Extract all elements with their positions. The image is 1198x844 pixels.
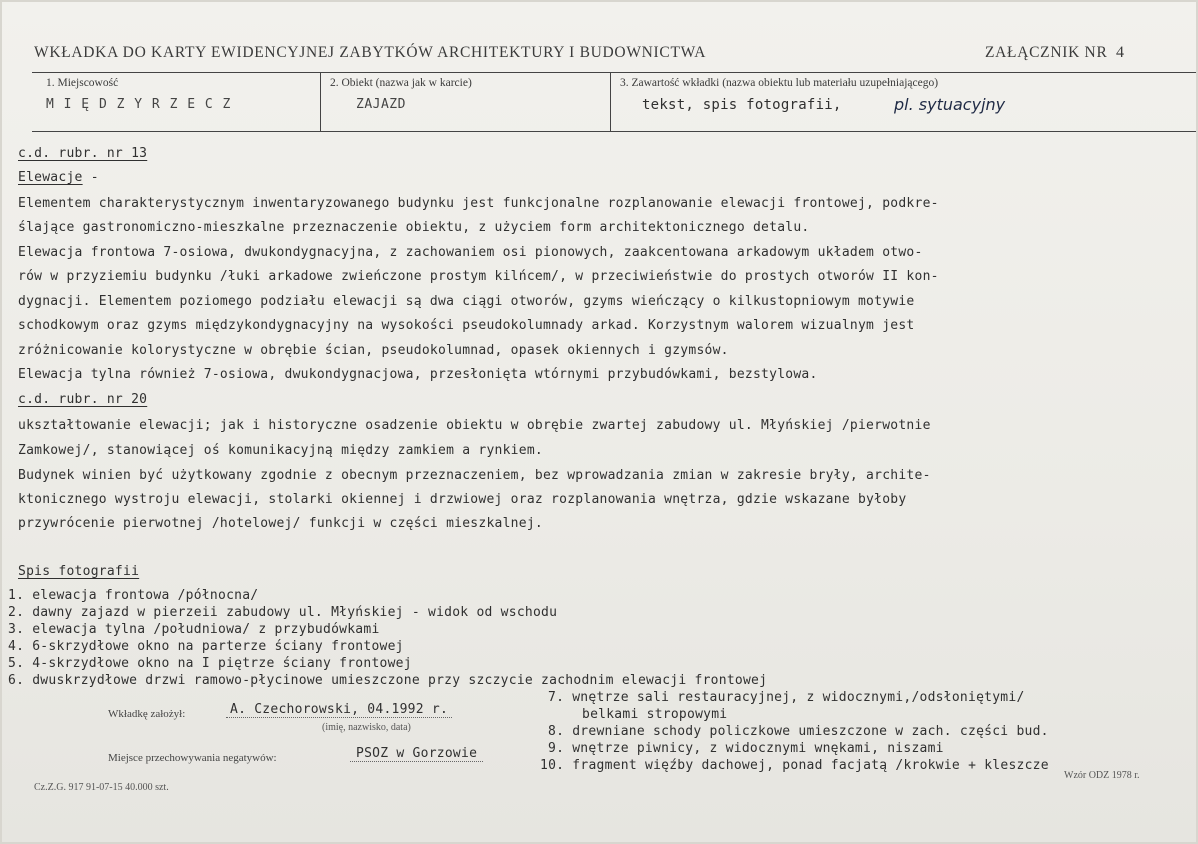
fields-box (32, 72, 1196, 132)
paragraph-line: ślające gastronomiczno-mieszkalne przeznaczenie obiektu, z użyciem form architektonicznego detalu. (18, 220, 810, 235)
elevations-heading-line (18, 170, 99, 185)
negatives-label: Miejsce przechowywania negatywów: (108, 752, 277, 764)
print-code: Cz.Z.G. 917 91-07-15 40.000 szt. (34, 782, 169, 793)
paragraph-line: przywrócenie pierwotnej /hotelowej/ funkcji w części mieszkalnej. (18, 516, 543, 531)
rubric-20-heading: c.d. rubr. nr 20 (18, 392, 148, 407)
paragraph-line: dygnacji. Elementem poziomego podziału elewacji są dwa ciągi otworów, gzyms wieńczący o kilkustopniowym motywie (18, 294, 915, 309)
paragraph-line: Budynek winien być użytkowany zgodnie z obecnym przeznaczeniem, bez wprowadzania zmian w zakresie bryły, archite- (18, 468, 931, 483)
photo-item: 3. elewacja tylna /południowa/ z przybudówkami (8, 622, 380, 637)
photo-item: 1. elewacja frontowa /północna/ (8, 588, 259, 603)
prepared-label: Wkładkę założył: (108, 708, 186, 720)
photo-item: 5. 4-skrzydłowe okno na I piętrze ściany frontowej (8, 656, 412, 671)
photo-item: 7. wnętrze sali restauracyjnej, z widocznymi,/odsłoniętymi/ (548, 690, 1025, 705)
photo-item: 6. dwuskrzydłowe drzwi ramowo-płycinowe umieszczone przy szczycie zachodnim elewacji frontowej (8, 673, 768, 688)
negatives-value: PSOZ w Gorzowie (350, 746, 483, 762)
form-code: Wzór ODZ 1978 r. (1064, 770, 1140, 781)
annex-label: ZAŁĄCZNIK NR (985, 44, 1108, 61)
prepared-value: A. Czechorowski, 04.1992 r. (226, 702, 452, 718)
photo-item: belkami stropowymi (582, 707, 728, 722)
paragraph-line: ukształtowanie elewacji; jak i historyczne osadzenie obiektu w obrębie zwartej zabudowy ul. Młyńskiej /pierwotnie (18, 418, 931, 433)
paragraph-line: Elewacja frontowa 7-osiowa, dwukondygnacyjna, z zachowaniem osi pionowych, zaakcentowana arkadowym układem otwo- (18, 245, 923, 260)
photo-item: 2. dawny zajazd w pierzeii zabudowy ul. Młyńskiej - widok od wschodu (8, 605, 558, 620)
paragraph-line: schodkowym oraz gzyms międzykondygnacyjny na wysokości pseudokolumnady arkad. Korzystnym walorem wizualnym jest (18, 318, 915, 333)
photo-item: 8. drewniane schody policzkowe umieszczone w zach. części bud. (548, 724, 1049, 739)
form-title: WKŁADKA DO KARTY EWIDENCYJNEJ ZABYTKÓW ARCHITEKTURY I BUDOWNICTWA (34, 44, 707, 61)
object-value: ZAJAZD (356, 97, 406, 112)
field-divider (610, 73, 611, 131)
annex-number: 4 (1116, 44, 1124, 61)
elevations-dash: - (90, 170, 99, 185)
photo-item: 9. wnętrze piwnicy, z widocznymi wnękami, niszami (548, 741, 944, 756)
field-divider (320, 73, 321, 131)
paragraph-line: ktonicznego wystroju elewacji, stolarki okiennej i drzwiowej oraz rozplanowania wnętrza, gdzie wskazane byłoby (18, 492, 907, 507)
paragraph-line: Elewacja tylna również 7-osiowa, dwukondygnacjowa, przesłonięta wtórnymi przybudówkami, bezstylowa. (18, 367, 818, 382)
elevations-heading: Elewacje (18, 170, 83, 185)
locality-value: M I Ę D Z Y R Z E C Z (46, 97, 232, 112)
photo-item: 4. 6-skrzydłowe okno na parterze ściany frontowej (8, 639, 404, 654)
paragraph-line: Zamkowej/, stanowiącej oś komunikacyjną między zamkiem a rynkiem. (18, 443, 543, 458)
paragraph-line: Elementem charakterystycznym inwentaryzowanego budynku jest funkcjonalne rozplanowanie elewacji frontowej, podkre- (18, 196, 939, 211)
photo-item: 10. fragment więźby dachowej, ponad facjatą /krokwie + kleszcze (540, 758, 1049, 773)
photos-heading: Spis fotografii (18, 564, 140, 579)
object-label: 2. Obiekt (nazwa jak w karcie) (330, 77, 472, 89)
paragraph-line: zróżnicowanie kolorystyczne w obrębie ścian, pseudokolumnad, opasek okiennych i gzymsów. (18, 343, 729, 358)
prepared-caption: (imię, nazwisko, data) (322, 722, 411, 733)
content-handwritten: pl. sytuacyjny (894, 95, 1006, 114)
content-label: 3. Zawartość wkładki (nazwa obiektu lub materiału uzupełniającego) (620, 77, 939, 89)
rubric-13-heading: c.d. rubr. nr 13 (18, 146, 148, 161)
paragraph-line: rów w przyziemiu budynku /łuki arkadowe zwieńczone prostym kilńcem/, w przeciwieństwie do prostych otworów II kon- (18, 269, 939, 284)
locality-label: 1. Miejscowość (46, 77, 119, 89)
content-typed: tekst, spis fotografii, (642, 97, 842, 113)
